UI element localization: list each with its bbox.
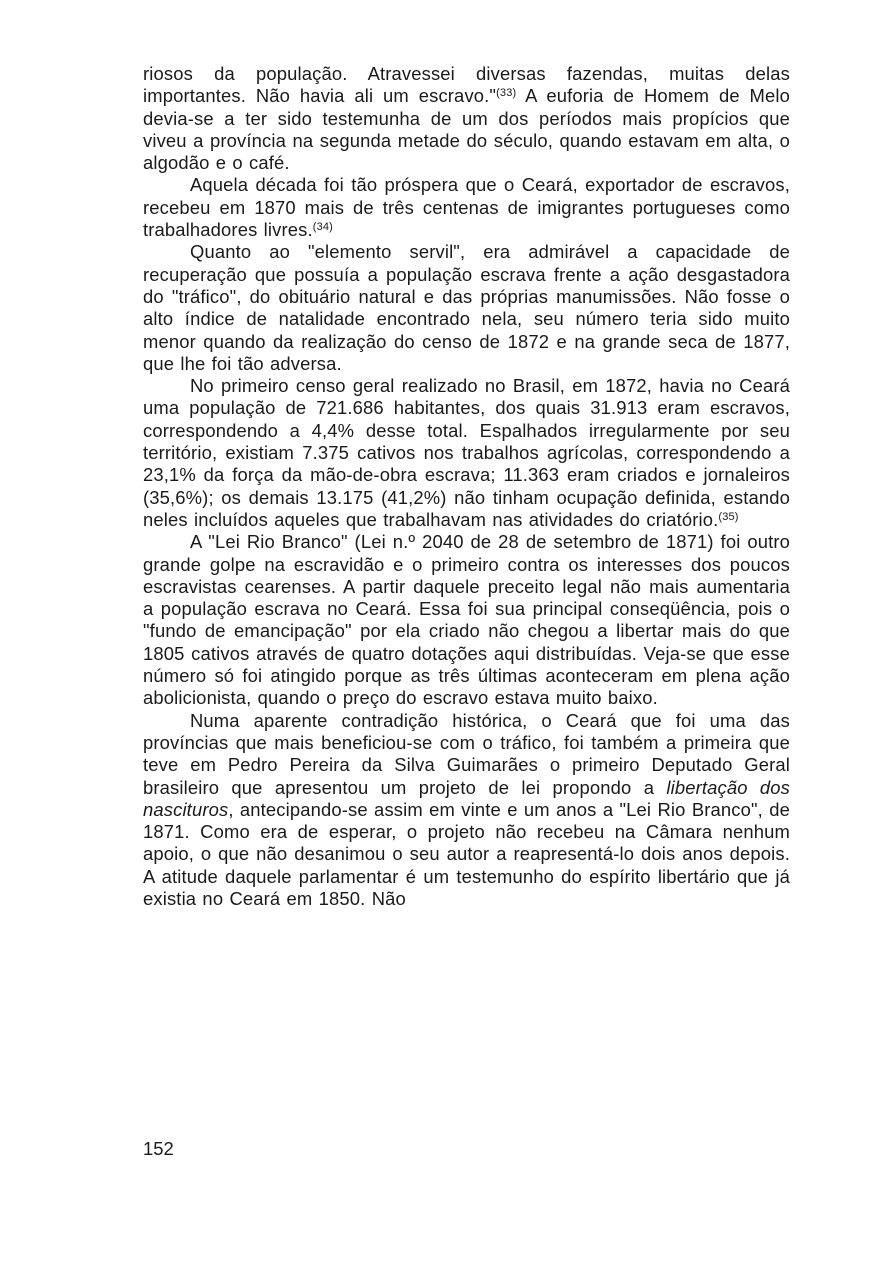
italic-phrase: libertação dos nascituros xyxy=(143,776,791,820)
paragraph-1-text: riosos da população. Atravessei diversas fazendas, muitas delas importantes. Não havia ali um escravo." xyxy=(143,63,790,107)
body-text xyxy=(143,63,790,910)
paragraph-2-text: Aquela década foi tão próspera que o Ceará, exportador de escravos, recebeu em 1870 mais de três centenas de imigrantes portugueses como trabalhadores livres. xyxy=(143,174,790,241)
paragraph-6 xyxy=(143,710,790,911)
paragraph-1-text-cont: A euforia de Homem de Melo devia-se a ter sido testemunha de um dos períodos mais propícios que viveu a província na segunda metade do século, quando estavam em alta, o algodão e o café. xyxy=(143,85,790,174)
paragraph-5-text: A "Lei Rio Branco" (Lei n.º 2040 de 28 de setembro de 1871) foi outro grande golpe na escravidão e o primeiro contra os interesses dos poucos escravistas cearenses. A partir daquele preceito legal não mais aumentaria a população escrava no Ceará. Essa foi sua principal conseqüência, pois o "fundo de emancipação" por ela criado não chegou a libertar mais do que 1805 cativos através de quatro dotações aqui distribuídas. Veja-se que esse número só foi atingido porque as três últimas aconteceram em plena ação abolicionista, quando o preço do escravo estava muito baixo. xyxy=(143,531,790,709)
paragraph-3-text: Quanto ao "elemento servil", era admirável a capacidade de recuperação que possuía a população escrava frente a ação desgastadora do "tráfico", do obituário natural e das próprias manumissões. Não fosse o alto índice de natalidade encontrado nela, seu número teria sido muito menor quando da realização do censo de 1872 e na grande seca de 1877, que lhe foi tão adversa. xyxy=(143,241,790,374)
paragraph-2 xyxy=(143,174,790,241)
paragraph-3 xyxy=(143,241,790,375)
paragraph-1 xyxy=(143,63,790,174)
paragraph-6-text-cont: , antecipando-se assim em vinte e um anos a "Lei Rio Branco", de 1871. Como era de esperar, o projeto não recebeu na Câmara nenhum apoio, o que não desanimou o seu autor a reapresentá-lo dois anos depois. A atitude daquele parlamentar é um testemunho do espírito libertário que já existia no Ceará em 1850. Não xyxy=(143,798,790,909)
page-number: 152 xyxy=(143,1138,174,1159)
footnote-ref-33: (33) xyxy=(496,87,517,100)
footnote-ref-34: (34) xyxy=(312,221,333,234)
paragraph-4 xyxy=(143,375,790,531)
paragraph-4-text: No primeiro censo geral realizado no Brasil, em 1872, havia no Ceará uma população de 721.686 habitantes, dos quais 31.913 eram escravos, correspondendo a 4,4% desse total. Espalhados irregularmente por seu território, existiam 7.375 cativos nos trabalhos agrícolas, correspondendo a 23,1% da força da mão-de-obra escrava; 11.363 eram criados e jornaleiros (35,6%); os demais 13.175 (41,2%) não tinham ocupação definida, estando neles incluídos aqueles que trabalhavam nas atividades do criatório. xyxy=(143,375,790,530)
paragraph-6-text: Numa aparente contradição histórica, o Ceará que foi uma das províncias que mais beneficiou-se com o tráfico, foi também a primeira que teve em Pedro Pereira da Silva Guimarães o primeiro Deputado Geral brasileiro que apresentou um projeto de lei propondo a xyxy=(143,709,790,798)
footnote-ref-35: (35) xyxy=(718,510,739,523)
paragraph-5 xyxy=(143,531,790,709)
